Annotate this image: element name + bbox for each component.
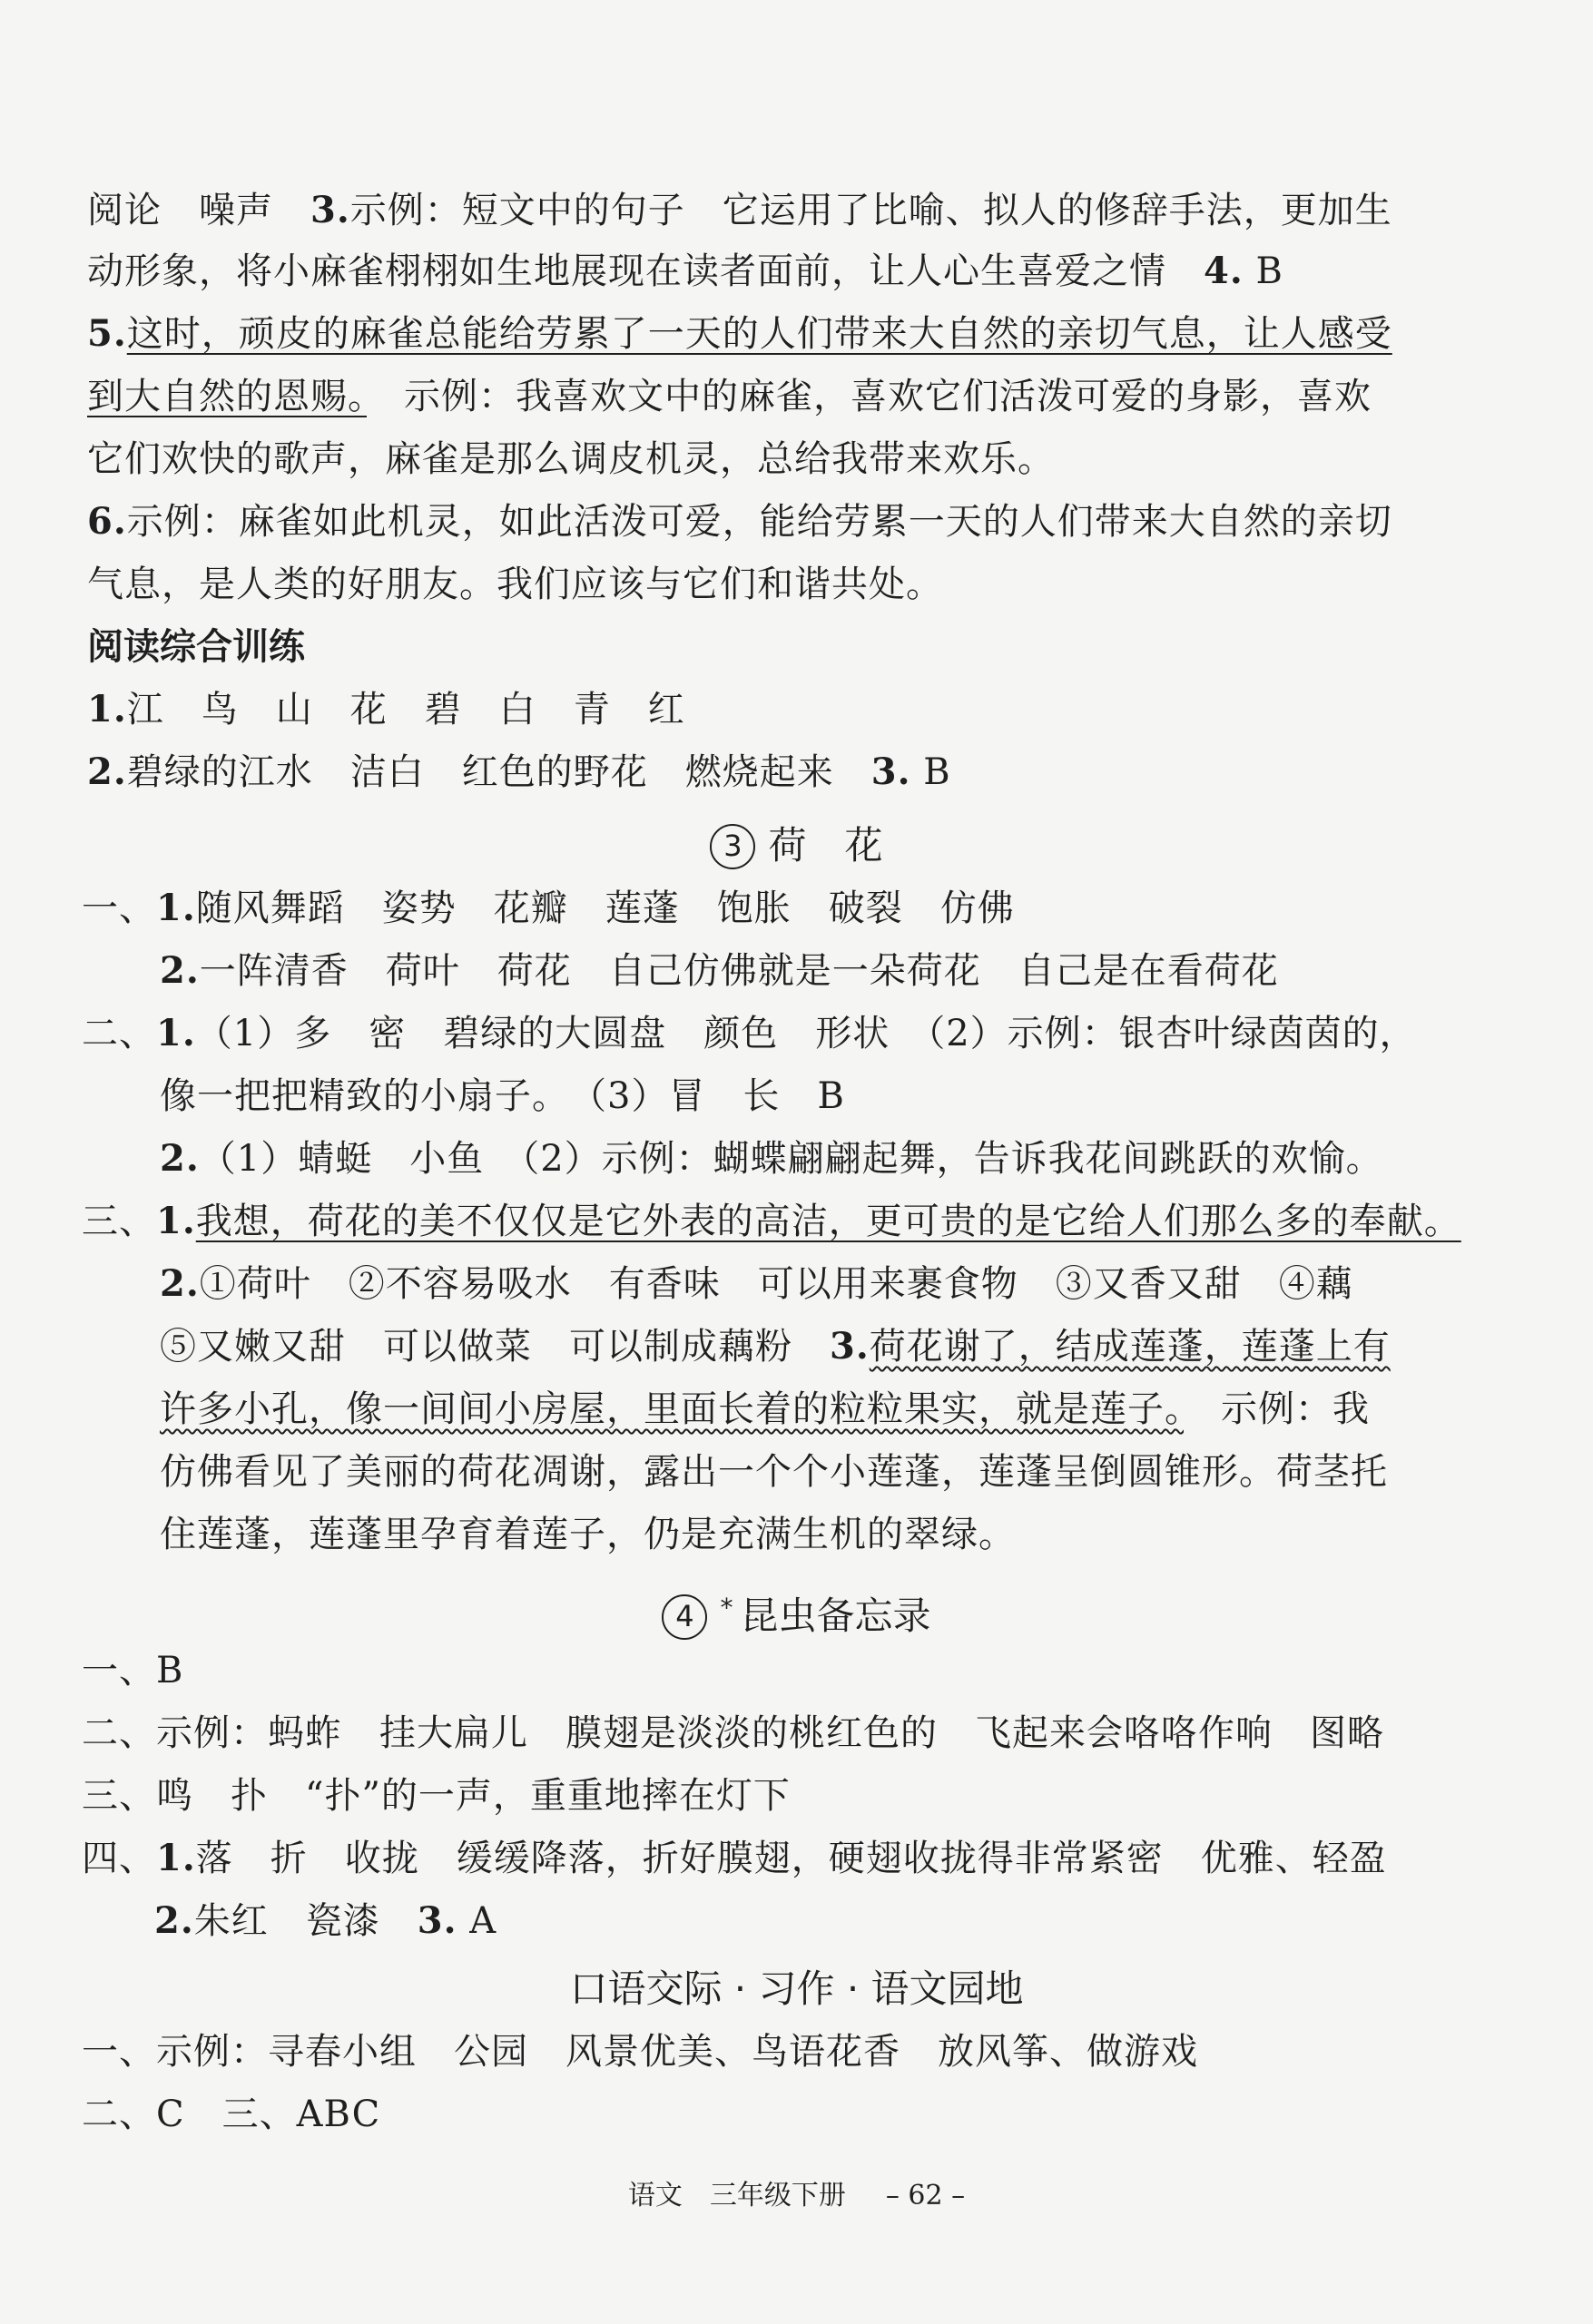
page-footer bbox=[0, 2178, 1593, 2214]
wavy-underlined-sentence: 许多小孔，像一间间小房屋，里面长着的粒粒果实，就是莲子。 bbox=[160, 1388, 1184, 1430]
underlined-sentence: 这时，顽皮的麻雀总能给劳累了一天的人们带来大自然的亲切气息，让人感受 bbox=[126, 313, 1392, 355]
text-line bbox=[87, 745, 951, 799]
question-number: 2. bbox=[160, 949, 200, 992]
question-number: 2. bbox=[87, 750, 127, 793]
section-heading: 阅读综合训练 bbox=[87, 626, 305, 668]
text-line bbox=[87, 369, 1372, 424]
text-line bbox=[87, 307, 1392, 361]
text-line bbox=[82, 881, 1015, 936]
text-line bbox=[160, 1507, 1016, 1562]
lesson-title bbox=[0, 1579, 1593, 1645]
footer-subject: 语文 三年级下册 bbox=[627, 2180, 846, 2211]
text-line bbox=[160, 1069, 845, 1123]
part-marker: 一、 bbox=[82, 2031, 156, 2073]
question-number: 1. bbox=[156, 1837, 196, 1879]
answer-text: 像一把把精致的小扇子。 （3）冒 长 B bbox=[160, 1075, 845, 1117]
question-number: 2. bbox=[160, 1262, 200, 1305]
answer-text: 住莲蓬，莲蓬里孕育着莲子，仍是充满生机的翠绿。 bbox=[160, 1514, 1016, 1555]
part-marker: 三、 bbox=[82, 1775, 156, 1817]
part-marker: 二、 bbox=[82, 1013, 156, 1054]
answer-text: 示例：麻雀如此机灵，如此活泼可爱，能给劳累一天的人们带来大自然的亲切 bbox=[126, 501, 1392, 543]
text-line bbox=[160, 1445, 1388, 1499]
question-number: 2. bbox=[160, 1137, 200, 1180]
text-line bbox=[87, 495, 1392, 549]
answer-text: 动形象，将小麻雀栩栩如生地展现在读者面前，让人心生喜爱之情 bbox=[87, 250, 1204, 292]
text-line bbox=[82, 1706, 1384, 1760]
answer-text: 仿佛看见了美丽的荷花凋谢，露出一个个小莲蓬，莲蓬呈倒圆锥形。荷茎托 bbox=[160, 1451, 1388, 1493]
answer-text: 阅论 噪声 bbox=[87, 190, 310, 231]
lesson-title-text: 荷 花 bbox=[768, 823, 883, 868]
wavy-underlined-sentence: 荷花谢了，结成莲蓬，莲蓬上有 bbox=[869, 1326, 1391, 1368]
answer-text: 鸣 扑 “扑”的一声，重重地摔在灯下 bbox=[156, 1775, 791, 1817]
lesson-title bbox=[0, 1960, 1593, 2018]
text-line bbox=[160, 1132, 1383, 1186]
text-line bbox=[160, 1382, 1370, 1437]
question-number: 3. bbox=[830, 1325, 870, 1368]
text-line bbox=[82, 1643, 183, 1698]
answer-text: 示例：寻春小组 公园 风景优美、鸟语花香 放风筝、做游戏 bbox=[156, 2031, 1198, 2073]
part-marker: 三、 bbox=[82, 1201, 156, 1242]
underlined-sentence: 到大自然的恩赐。 bbox=[87, 376, 367, 417]
underlined-sentence: 我想，荷花的美不仅仅是它外表的高洁，更可贵的是它给人们那么多的奉献。 bbox=[195, 1201, 1461, 1242]
text-line bbox=[160, 944, 1279, 998]
question-number: 3. bbox=[417, 1899, 457, 1942]
text-line bbox=[87, 183, 1392, 238]
answer-text: 碧绿的江水 洁白 红色的野花 燃烧起来 bbox=[126, 751, 871, 793]
answer-text: B bbox=[156, 1650, 184, 1692]
answer-text: 随风舞蹈 姿势 花瓣 莲蓬 饱胀 破裂 仿佛 bbox=[195, 887, 1015, 929]
question-number: 6. bbox=[87, 500, 127, 543]
answer-text: （1）蜻蜓 小鱼 （2）示例：蝴蝶翩翩起舞，告诉我花间跳跃的欢愉。 bbox=[199, 1138, 1383, 1180]
question-number: 3. bbox=[870, 750, 911, 793]
text-line bbox=[82, 2087, 380, 2142]
text-line bbox=[87, 557, 943, 612]
lesson-title bbox=[0, 817, 1593, 875]
text-line bbox=[82, 1831, 1387, 1886]
lesson-title-text: 昆虫备忘录 bbox=[740, 1593, 931, 1638]
question-number: 4. bbox=[1204, 250, 1244, 292]
text-line bbox=[160, 1319, 1391, 1374]
answer-text: C 三、ABC bbox=[156, 2094, 381, 2135]
answer-text: 它们欢快的歌声，麻雀是那么调皮机灵，总给我带来欢乐。 bbox=[87, 438, 1055, 480]
answer-text: A bbox=[457, 1900, 497, 1942]
part-marker: 一、 bbox=[82, 887, 156, 929]
answer-text: 一阵清香 荷叶 荷花 自己仿佛就是一朵荷花 自己是在看荷花 bbox=[199, 950, 1279, 992]
part-marker: 二、 bbox=[82, 1712, 156, 1754]
answer-text: ①荷叶 ②不容易吸水 有香味 可以用来裹食物 ③又香又甜 ④藕 bbox=[199, 1263, 1353, 1305]
question-number: 1. bbox=[156, 1200, 196, 1242]
part-marker: 二、 bbox=[82, 2094, 156, 2135]
answer-text: （1）多 密 碧绿的大圆盘 颜色 形状 （2）示例：银杏叶绿茵茵的， bbox=[195, 1013, 1417, 1054]
text-line bbox=[82, 2025, 1198, 2079]
text-line bbox=[82, 1194, 1461, 1249]
question-number: 5. bbox=[87, 312, 127, 355]
answer-text: B bbox=[910, 751, 951, 793]
question-number: 1. bbox=[156, 887, 196, 929]
question-number: 3. bbox=[310, 189, 350, 231]
text-line bbox=[87, 244, 1283, 299]
answer-text: 朱红 瓷漆 bbox=[193, 1900, 418, 1942]
text-line bbox=[160, 1257, 1353, 1311]
answer-text: B bbox=[1243, 250, 1283, 292]
answer-text: 气息，是人类的好朋友。我们应该与它们和谐共处。 bbox=[87, 564, 943, 605]
text-line bbox=[154, 1894, 497, 1948]
question-number: 2. bbox=[154, 1899, 194, 1942]
text-line bbox=[82, 1769, 791, 1823]
part-marker: 四、 bbox=[82, 1838, 156, 1879]
page-number: – 62 – bbox=[885, 2180, 966, 2211]
text-line bbox=[87, 682, 685, 737]
answer-text: 示例：我 bbox=[1184, 1388, 1370, 1430]
answer-text: ⑤又嫩又甜 可以做菜 可以制成藕粉 bbox=[160, 1326, 830, 1368]
answer-text: 江 鸟 山 花 碧 白 青 红 bbox=[126, 689, 685, 731]
optional-lesson-star: * bbox=[720, 1593, 733, 1623]
answer-text: 落 折 收拢 缓缓降落，折好膜翅，硬翅收拢得非常紧密 优雅、轻盈 bbox=[195, 1838, 1387, 1879]
text-line bbox=[82, 1006, 1417, 1061]
lesson-number-badge: 3 bbox=[710, 824, 755, 869]
text-line bbox=[87, 432, 1055, 486]
question-number: 1. bbox=[87, 688, 127, 731]
answer-text: 示例：我喜欢文中的麻雀，喜欢它们活泼可爱的身影，喜欢 bbox=[367, 376, 1372, 417]
lesson-title-text: 口语交际 · 习作 · 语文园地 bbox=[569, 1966, 1024, 2011]
answer-text: 示例：蚂蚱 挂大扁儿 膜翅是淡淡的桃红色的 飞起来会咯咯作响 图略 bbox=[156, 1712, 1384, 1754]
lesson-number-badge: 4 bbox=[662, 1594, 707, 1640]
part-marker: 一、 bbox=[82, 1650, 156, 1692]
answer-text: 示例：短文中的句子 它运用了比喻、拟人的修辞手法，更加生 bbox=[349, 190, 1392, 231]
question-number: 1. bbox=[156, 1012, 196, 1054]
